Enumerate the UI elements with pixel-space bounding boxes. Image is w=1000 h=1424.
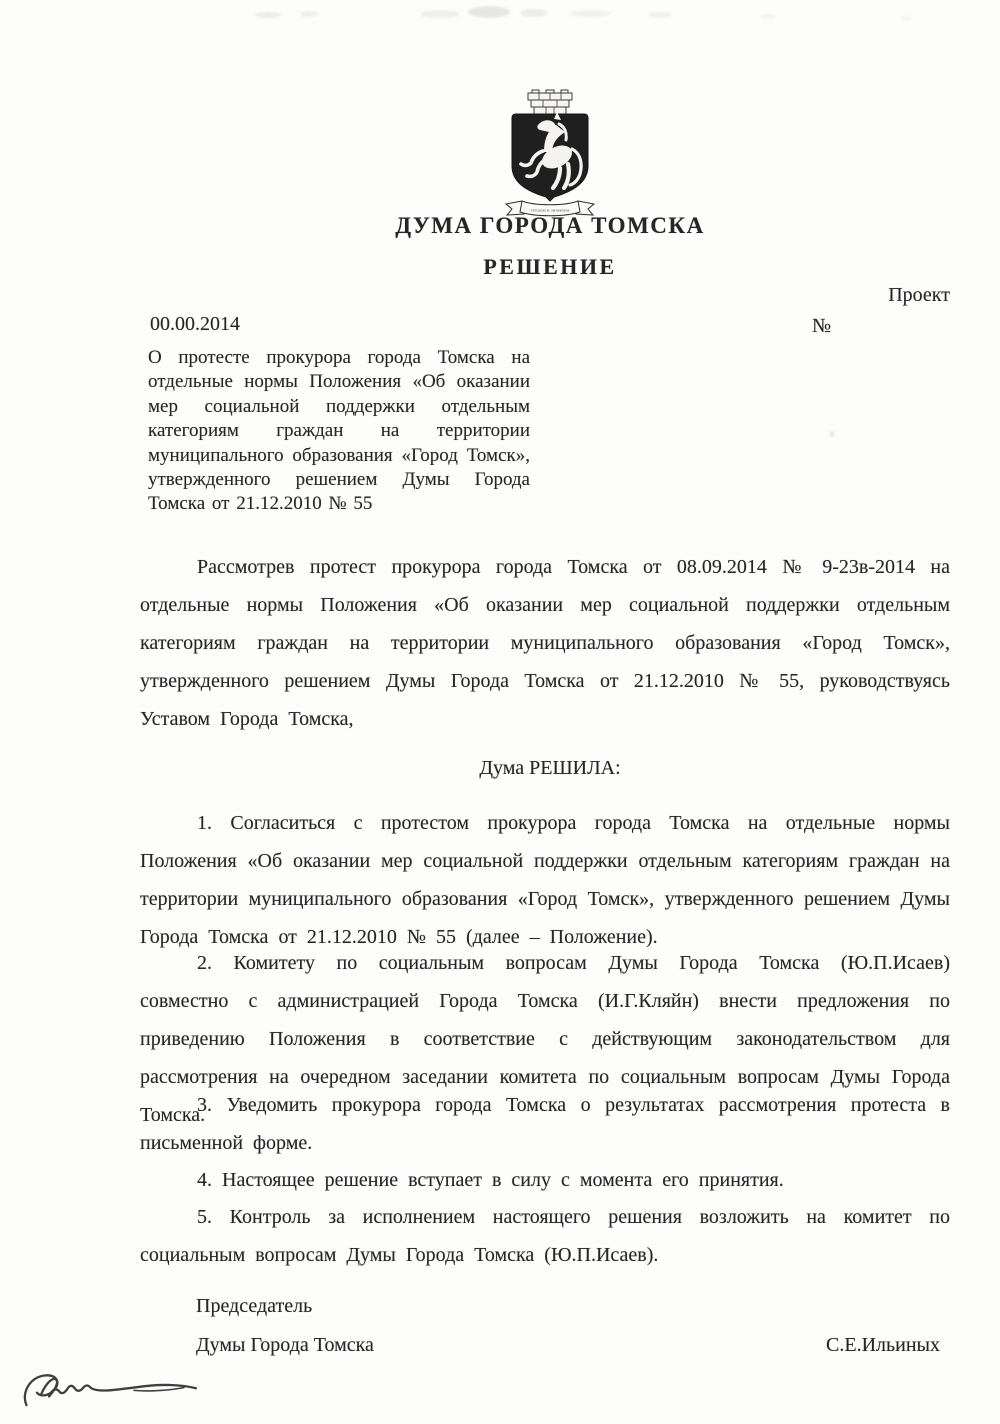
signature-name: С.Е.Ильиных xyxy=(826,1334,940,1356)
doc-preamble: Рассмотрев протест прокурора города Томска от 08.09.2014 № 9-23в-2014 на отдельные нормы Положения «Об оказании мер социальной поддержки отдельным категориям граждан на территории муниципального образования «Город Томск», утвержденного решением Думы Города Томска от 21.12.2010 № 55, руководствуясь Уставом Города Томска, xyxy=(140,556,950,730)
handwritten-signature-icon xyxy=(16,1366,216,1418)
doc-type-title: РЕШЕНИЕ xyxy=(483,254,617,279)
resolution-item-3: 3. Уведомить прокурора города Томска о результатах рассмотрения протеста в письменной форме. xyxy=(140,1094,950,1154)
tomsk-coat-of-arms-icon xyxy=(500,88,600,220)
signature-position-line2: Думы Города Томска xyxy=(196,1334,374,1356)
scan-artifact xyxy=(570,10,610,17)
scan-artifact xyxy=(760,14,776,19)
scan-artifact xyxy=(255,12,281,18)
scan-artifact xyxy=(300,11,318,17)
resolution-item-4: 4. Настоящее решение вступает в силу с момента его принятия. xyxy=(197,1169,784,1191)
org-title: ДУМА ГОРОДА ТОМСКА xyxy=(395,213,705,238)
scan-artifact xyxy=(830,432,834,436)
scan-artifact xyxy=(520,9,548,17)
doc-subject: О протесте прокурора города Томска на отдельные нормы Положения «Об оказании мер социальной поддержки отдельным категориям граждан на территории муниципального образования «Город Томск», утвержденного решением Думы Города Томска от 21.12.2010 № 55 xyxy=(148,347,530,515)
mural-crown-icon xyxy=(528,90,572,114)
resolution-item-2: 2. Комитету по социальным вопросам Думы Города Томска (Ю.П.Исаев) совместно с администрацией Города Томска (И.Г.Кляйн) внести предложения по приведению Положения в соответствие с действующим законодательством для рассмотрения на очередном заседании комитета по социальным вопросам Думы Города Томска. xyxy=(140,952,950,1126)
scan-artifact xyxy=(900,16,912,20)
draft-label: Проект xyxy=(888,284,950,306)
resolution-item-1: 1. Согласиться с протестом прокурора города Томска на отдельные нормы Положения «Об оказании мер социальной поддержки отдельным категориям граждан на территории муниципального образования «Город Томск», утвержденного решением Думы Города Томска от 21.12.2010 № 55 (далее – Положение). xyxy=(140,812,950,948)
scan-artifact xyxy=(648,12,672,18)
doc-date: 00.00.2014 xyxy=(150,313,240,335)
doc-number-sign: № xyxy=(812,315,832,337)
scan-artifact xyxy=(420,10,460,18)
resolution-item-5: 5. Контроль за исполнением настоящего решения возложить на комитет по социальным вопросам Думы Города Томска (Ю.П.Исаев). xyxy=(140,1206,950,1266)
resolution-heading: Дума РЕШИЛА: xyxy=(479,757,621,779)
signature-position-line1: Председатель xyxy=(196,1295,313,1317)
motto-text: ТРУДОМ И ЗНАНИЕМ xyxy=(530,208,570,213)
scan-artifact xyxy=(468,6,510,18)
